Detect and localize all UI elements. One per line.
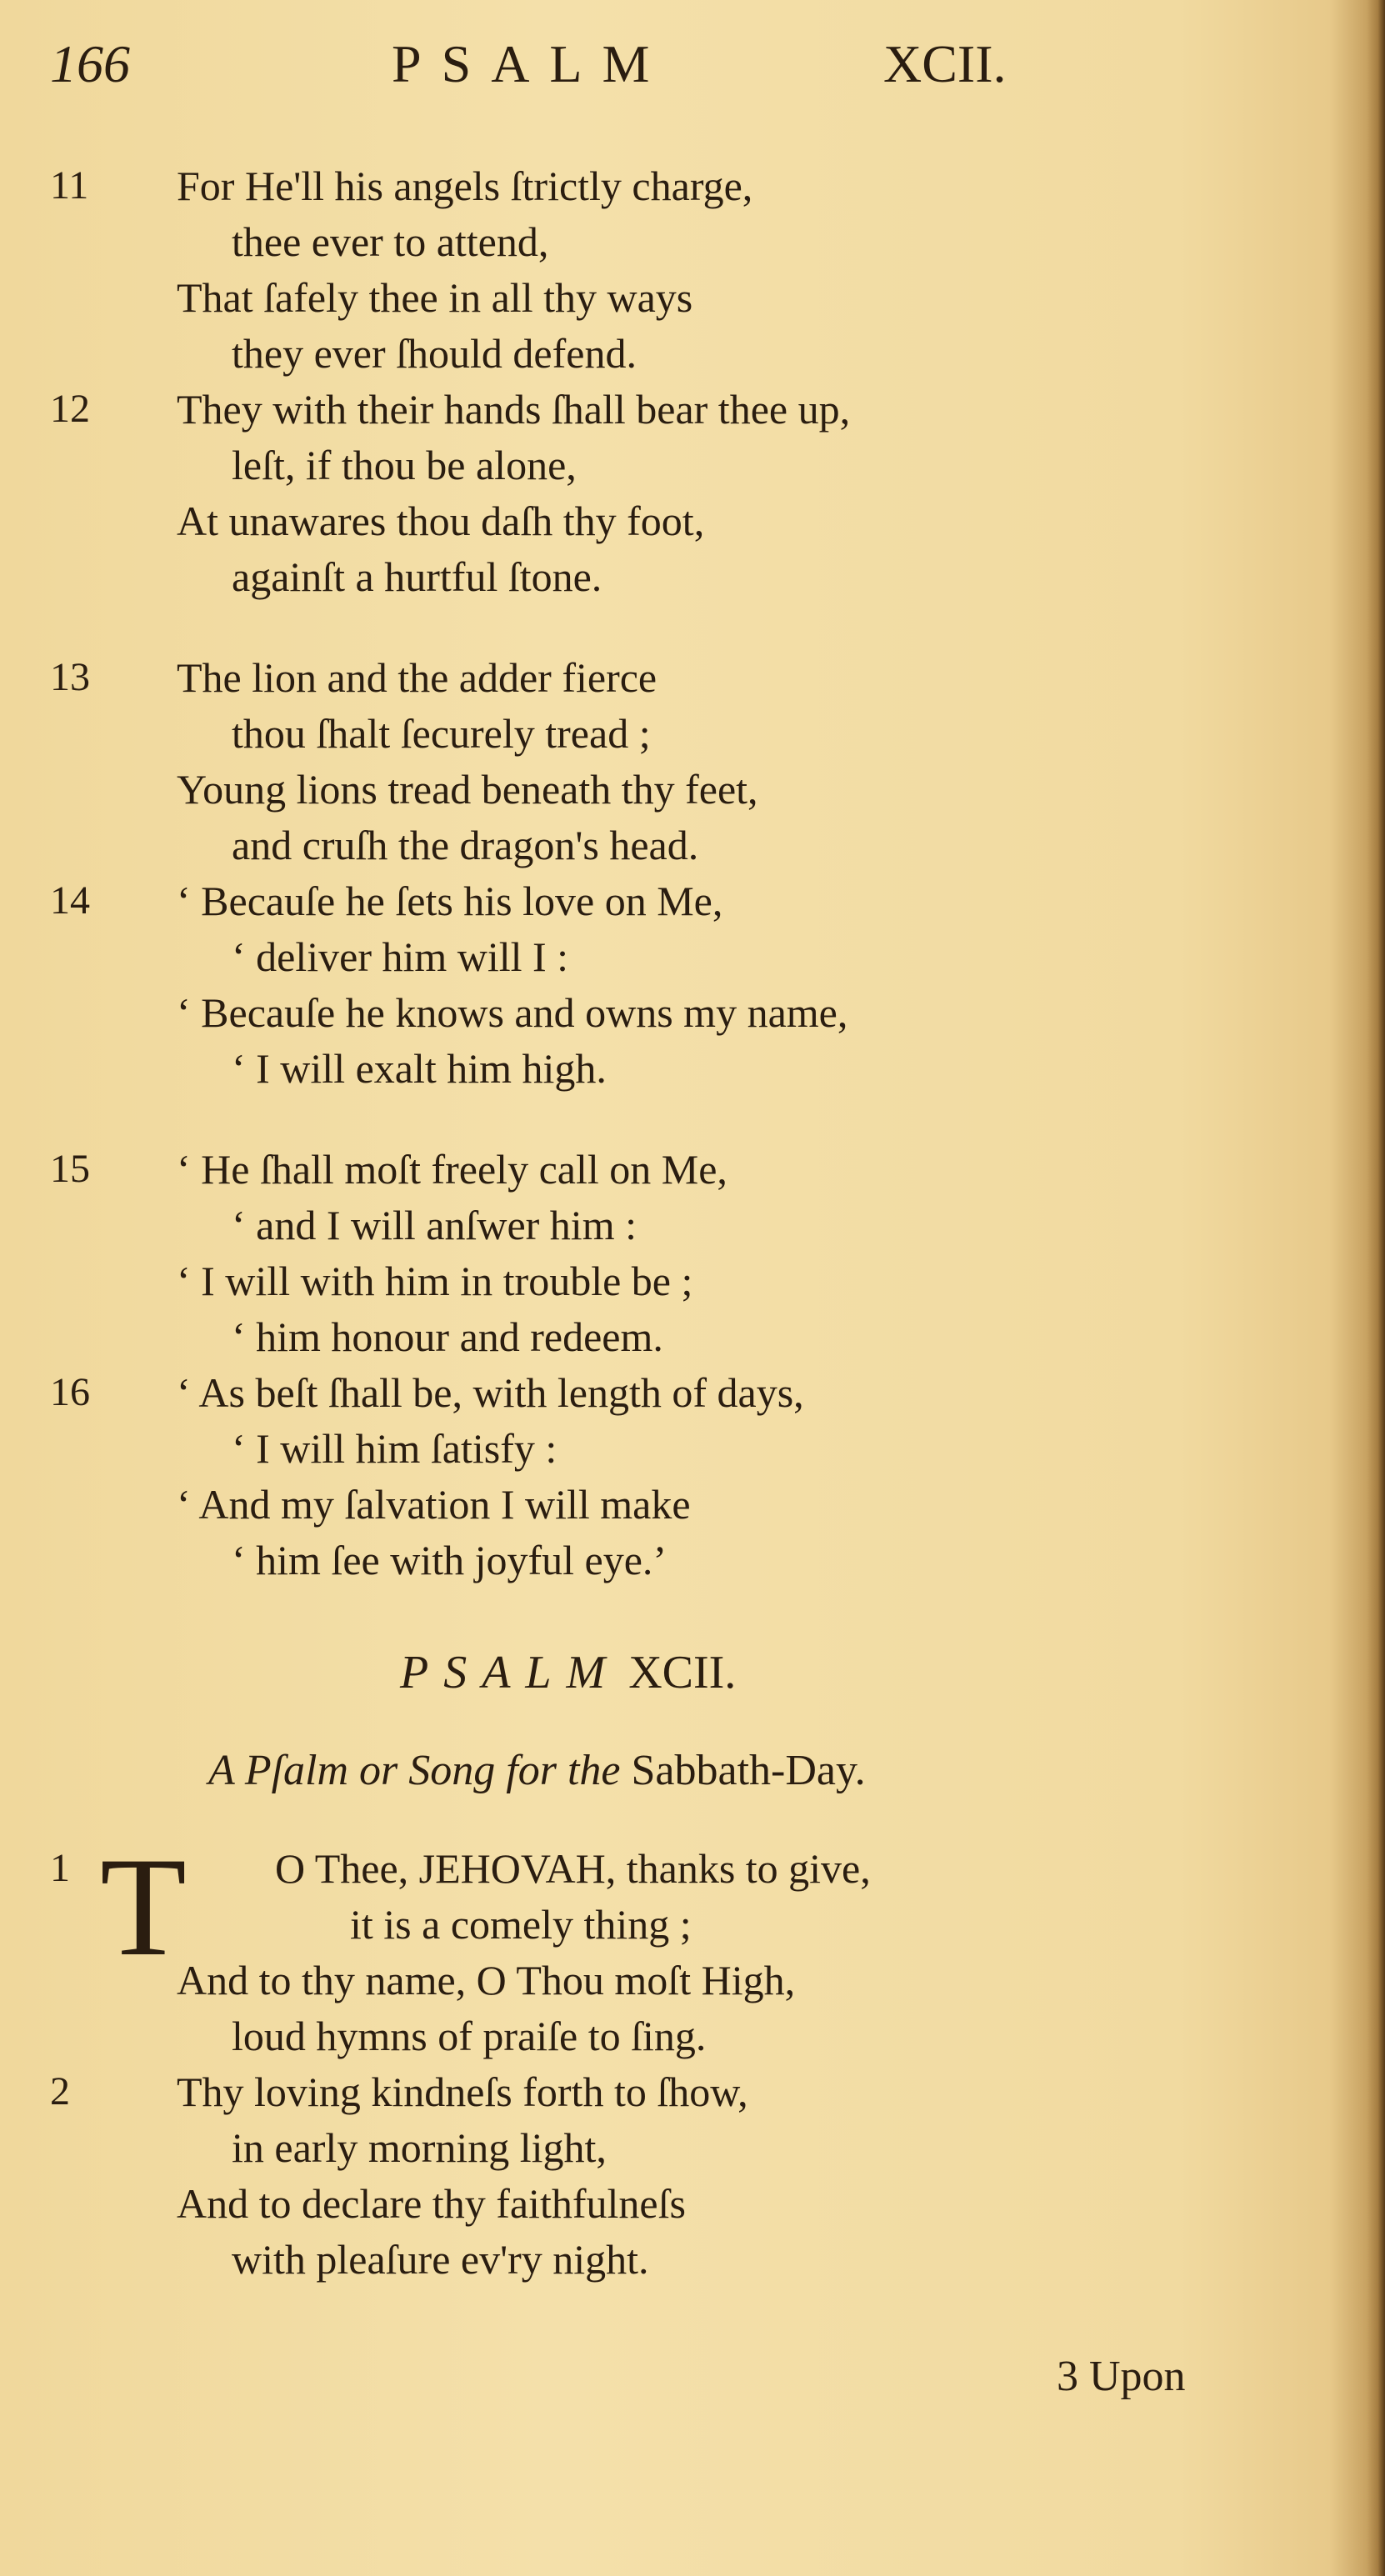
verse-number: 16 [50, 1370, 90, 1414]
psalm-description-italic: A Pſalm or Song for the [208, 1747, 621, 1794]
verse-number: 13 [50, 655, 90, 699]
psalm-description [208, 1746, 866, 1795]
verse-line: ‘ I will exalt him high. [232, 1045, 607, 1092]
verse-number: 2 [50, 2069, 70, 2113]
verse-line: ‘ I will with him in trouble be ; [177, 1258, 693, 1304]
verse-line: ‘ I will him ſatisfy : [232, 1425, 558, 1472]
verse-line: it is a comely thing ; [350, 1901, 692, 1948]
catchword: 3 Upon [1057, 2353, 1186, 2400]
verse-line: Thy loving kindneſs forth to ſhow, [177, 2068, 748, 2115]
drop-cap: T [100, 1828, 187, 1985]
verse-line: againſt a hurtful ſtone. [232, 553, 602, 600]
psalm-heading-word: PSALM [400, 1647, 621, 1698]
page-number: 166 [50, 34, 130, 93]
verse-line: ‘ and I will anſwer him : [232, 1202, 637, 1248]
header-psalm-number: XCII. [883, 34, 1007, 93]
verse-line: ‘ And my ſalvation I will make [177, 1481, 691, 1528]
verse-line: And to declare thy faithfulneſs [177, 2180, 686, 2227]
verse-line: with pleaſure ev'ry night. [232, 2236, 649, 2283]
verse-line: thou ſhalt ſecurely tread ; [232, 710, 651, 757]
verse-line: ‘ him ſee with joyful eye.’ [232, 1537, 668, 1583]
verse-line: and cruſh the dragon's head. [232, 822, 699, 868]
verse-line: ‘ deliver him will I : [232, 933, 569, 980]
verse-line: ‘ Becauſe he knows and owns my name, [177, 989, 848, 1036]
verse-line: O Thee, JEHOVAH, thanks to give, [275, 1845, 871, 1892]
verse-number: 11 [50, 163, 89, 208]
verse-line: ‘ He ſhall moſt freely call on Me, [177, 1146, 728, 1193]
verse-line: in early morning light, [232, 2124, 607, 2171]
verse-number: 14 [50, 878, 90, 923]
page-edge [1367, 0, 1385, 2576]
verse-line: ‘ Becauſe he ſets his love on Me, [177, 878, 723, 924]
psalm-heading [400, 1646, 736, 1699]
verse-line: they ever ſhould defend. [232, 330, 637, 377]
verse-line: The lion and the adder fierce [177, 654, 658, 701]
verse-line: And to thy name, O Thou moſt High, [177, 1957, 796, 2003]
psalm-description-roman: Sabbath-Day. [631, 1747, 866, 1794]
verse-line: leſt, if thou be alone, [232, 442, 577, 488]
verse-line: thee ever to attend, [232, 218, 549, 265]
verse-line: That ſafely thee in all thy ways [177, 274, 693, 321]
verse-line: They with their hands ſhall bear thee up, [177, 386, 851, 433]
psalm-heading-number: XCII. [628, 1647, 737, 1698]
running-header [50, 33, 1350, 117]
header-title: PSALM [392, 34, 670, 93]
verse-line: Young lions tread beneath thy feet, [177, 766, 758, 813]
verse-line: For He'll his angels ſtrictly charge, [177, 163, 753, 209]
verse-line: At unawares thou daſh thy foot, [177, 498, 705, 544]
verse-line: loud hymns of praiſe to ſing. [232, 2013, 707, 2059]
verse-number: 15 [50, 1147, 90, 1191]
verse-line: ‘ him honour and redeem. [232, 1313, 663, 1360]
verse-number: 1 [50, 1846, 70, 1890]
verse-number: 12 [50, 387, 90, 431]
verse-line: ‘ As beſt ſhall be, with length of days, [177, 1369, 804, 1416]
